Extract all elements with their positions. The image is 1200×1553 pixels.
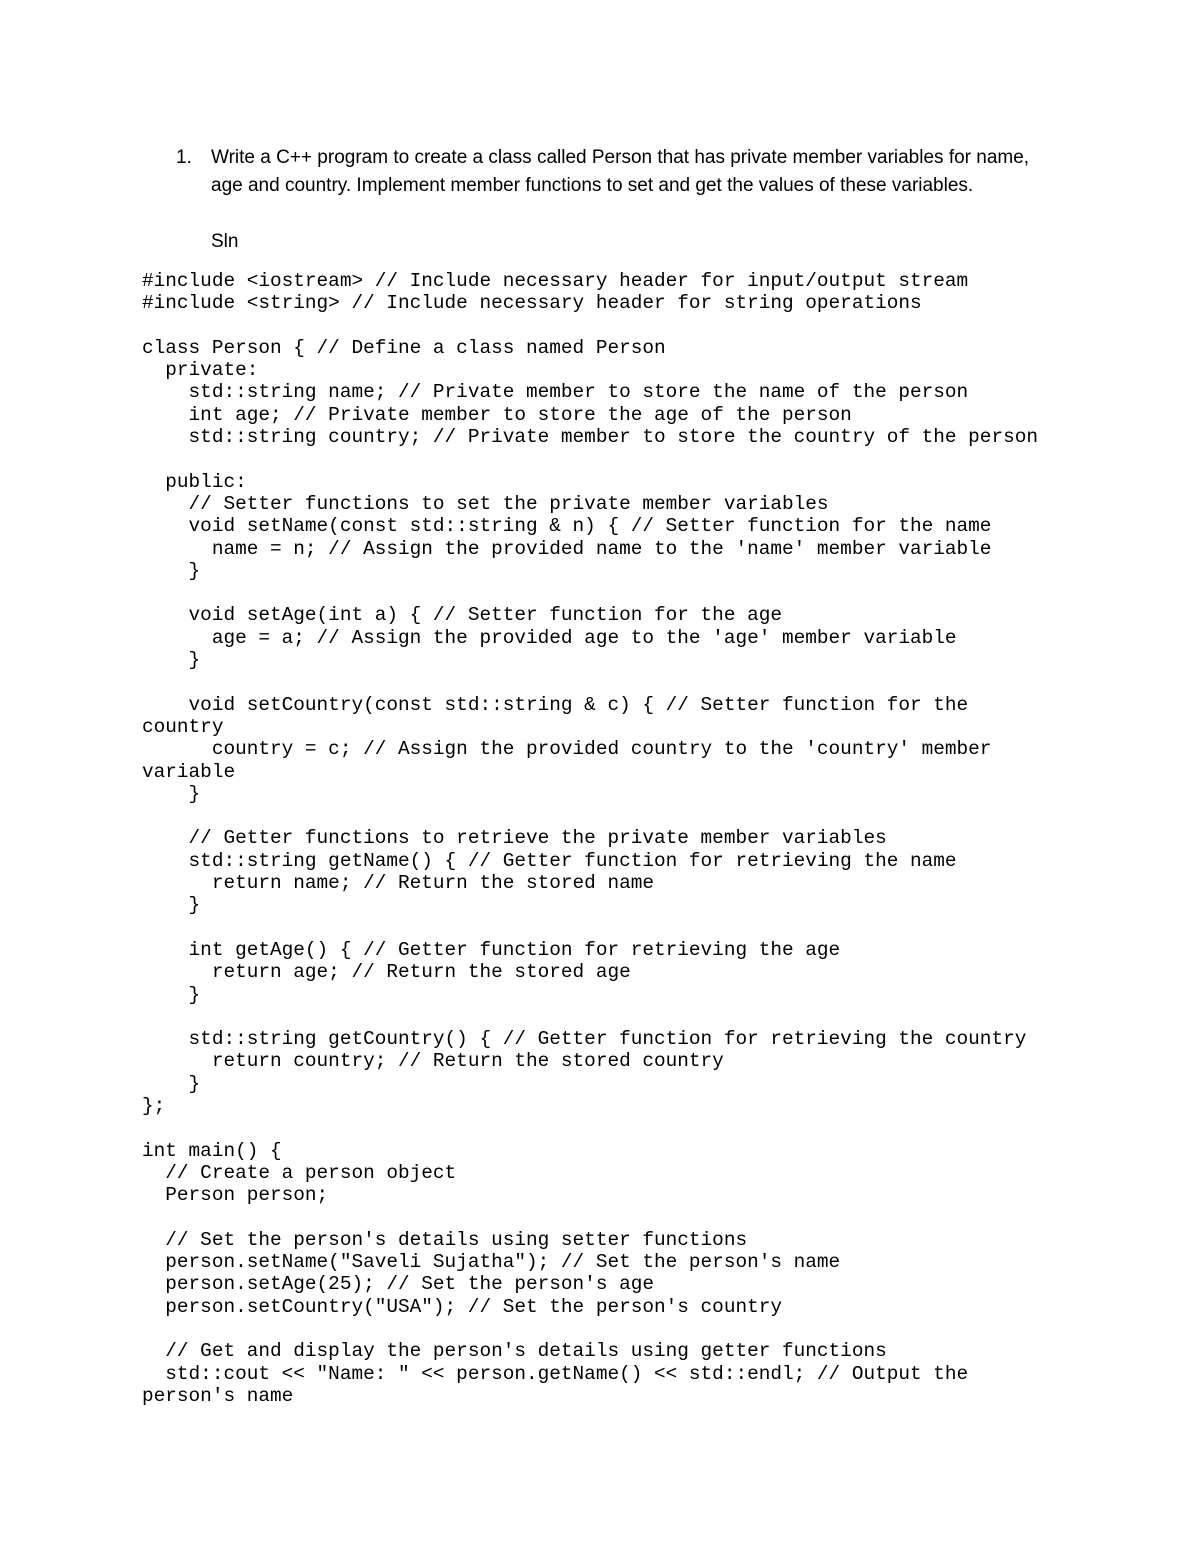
code-line: return country; // Return the stored country	[142, 1050, 724, 1073]
code-line: // Getter functions to retrieve the private member variables	[142, 827, 887, 850]
code-line: int main() {	[142, 1139, 282, 1162]
code-line: }	[142, 1072, 201, 1095]
solution-label: Sln	[211, 231, 239, 252]
code-line: std::string country; // Private member to store the country of the person	[142, 426, 1038, 449]
code-line: std::string name; // Private member to store the name of the person	[142, 381, 969, 404]
code-line	[142, 917, 1182, 939]
code-line: return name; // Return the stored name	[142, 872, 654, 895]
code-line: public:	[142, 470, 247, 493]
code-line	[142, 1206, 1182, 1228]
code-line: age = a; // Assign the provided age to the 'age' member variable	[142, 626, 957, 649]
code-line: // Create a person object	[142, 1161, 457, 1184]
code-line	[142, 805, 1182, 827]
code-line: #include <iostream> // Include necessary header for input/output stream	[142, 270, 969, 292]
code-block	[142, 270, 1182, 1407]
code-line: person.setName("Saveli Sujatha"); // Set the person's name	[142, 1251, 841, 1274]
code-line: class Person { // Define a class named Person	[142, 336, 666, 359]
code-line: void setCountry(const std::string & c) { // Setter function for the	[142, 693, 969, 716]
code-line: person's name	[142, 1384, 294, 1407]
code-line: std::string getCountry() { // Getter function for retrieving the country	[142, 1028, 1027, 1051]
code-line: #include <string> // Include necessary header for string operations	[142, 292, 922, 315]
code-line: private:	[142, 359, 259, 382]
question-item	[176, 144, 1076, 200]
code-line: // Get and display the person's details using getter functions	[142, 1340, 887, 1363]
code-line: int getAge() { // Getter function for retrieving the age	[142, 938, 841, 961]
code-line: }	[142, 782, 201, 805]
question-line: Write a C++ program to create a class called Person that has private member variables for name,	[211, 147, 1030, 168]
code-line: };	[142, 1094, 166, 1117]
code-line: person.setAge(25); // Set the person's age	[142, 1273, 654, 1296]
code-line: std::cout << "Name: " << person.getName() << std::endl; // Output the	[142, 1362, 969, 1385]
code-line: return age; // Return the stored age	[142, 961, 631, 984]
code-line: country	[142, 715, 224, 738]
code-line: // Set the person's details using setter functions	[142, 1228, 748, 1251]
code-line: // Setter functions to set the private member variables	[142, 492, 829, 515]
code-line	[142, 448, 1182, 470]
code-line: country = c; // Assign the provided country to the 'country' member	[142, 738, 992, 761]
code-line: void setName(const std::string & n) { // Setter function for the name	[142, 515, 992, 538]
code-line: variable	[142, 760, 236, 783]
code-line: name = n; // Assign the provided name to the 'name' member variable	[142, 537, 992, 560]
code-line	[142, 315, 1182, 337]
code-line: }	[142, 649, 201, 672]
code-line	[142, 1117, 1182, 1139]
code-line: std::string getName() { // Getter function for retrieving the name	[142, 849, 957, 872]
code-line	[142, 582, 1182, 604]
code-line: person.setCountry("USA"); // Set the person's country	[142, 1295, 782, 1318]
code-line: void setAge(int a) { // Setter function for the age	[142, 604, 782, 627]
code-line	[142, 671, 1182, 693]
question-line: age and country. Implement member functions to set and get the values of these variables.	[211, 175, 974, 196]
code-line: }	[142, 559, 201, 582]
code-line: Person person;	[142, 1184, 329, 1207]
code-line: }	[142, 894, 201, 917]
code-line	[142, 1006, 1182, 1028]
code-line: }	[142, 983, 201, 1006]
question-text	[211, 144, 1076, 200]
code-line	[142, 1318, 1182, 1340]
code-line: int age; // Private member to store the age of the person	[142, 403, 852, 426]
question-number: 1.	[176, 147, 192, 168]
